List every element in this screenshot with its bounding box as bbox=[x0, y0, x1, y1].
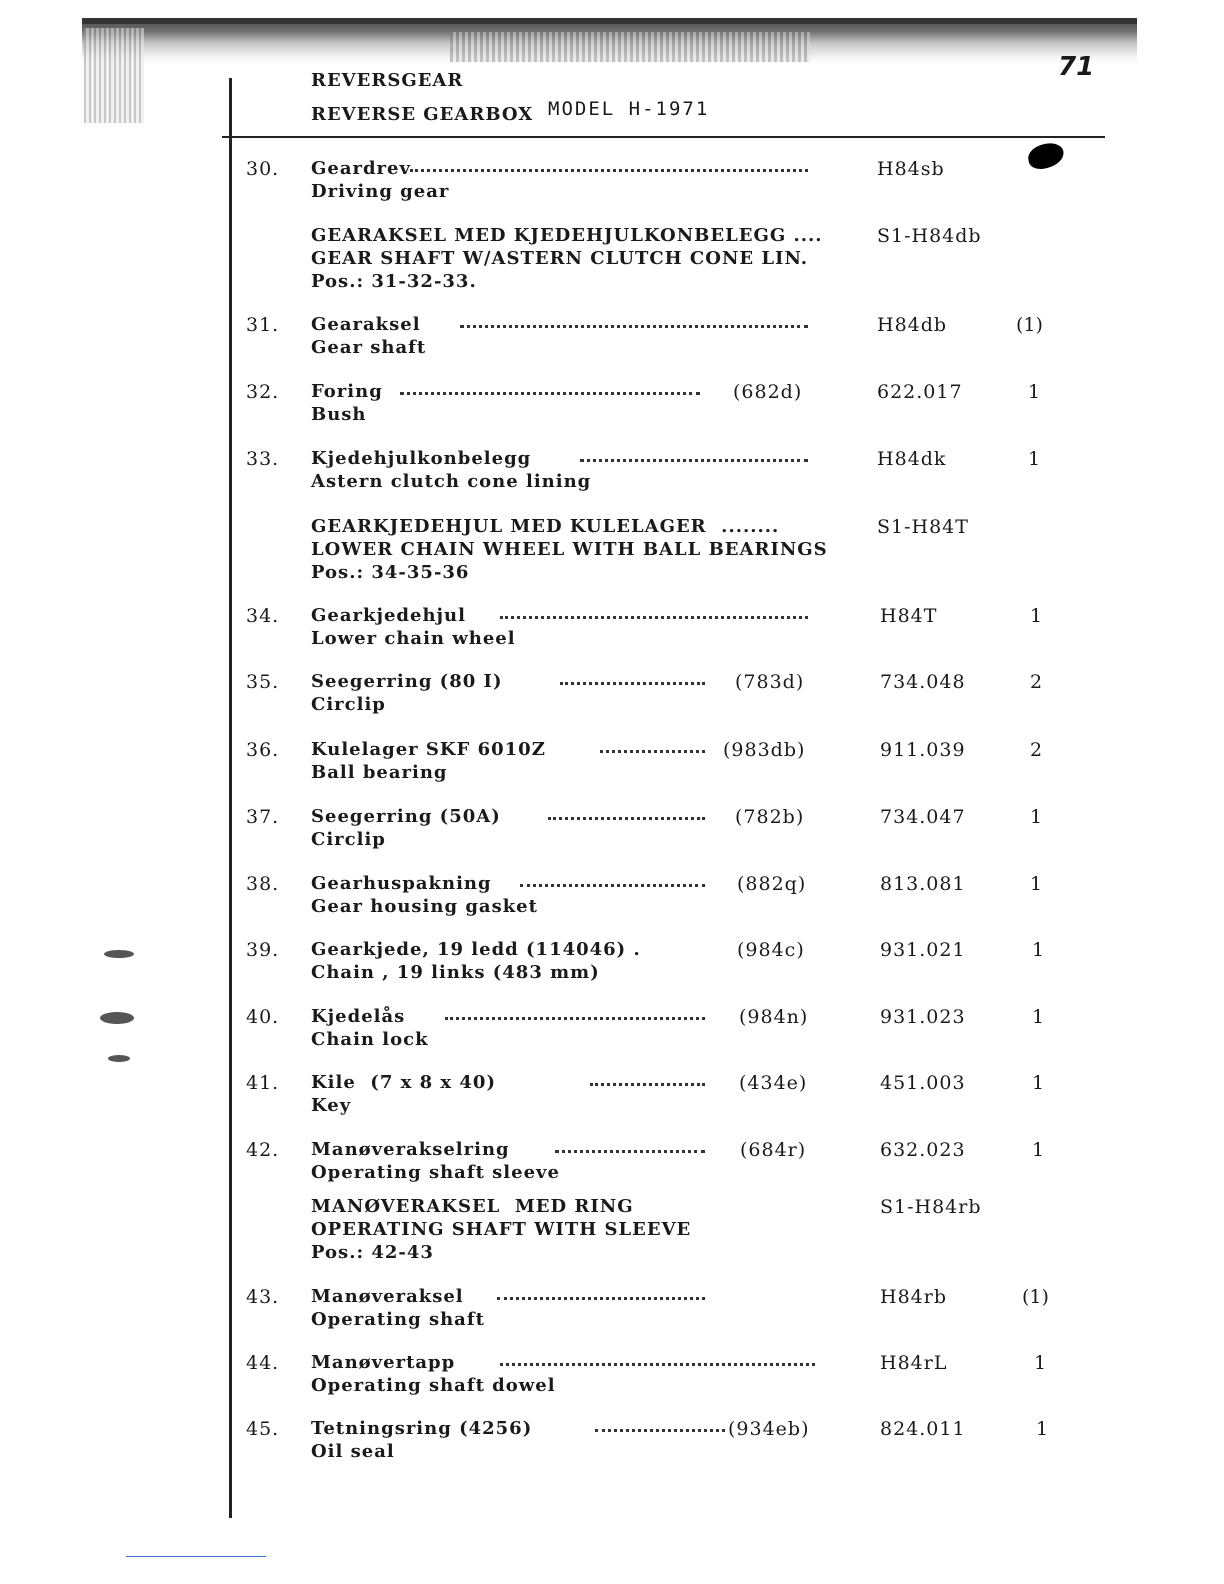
position-number: 38. bbox=[246, 873, 280, 895]
position-number: 43. bbox=[246, 1286, 280, 1308]
reference-code: (882q) bbox=[737, 873, 807, 895]
description-en: Ball bearing bbox=[311, 762, 448, 783]
part-number: 931.021 bbox=[880, 939, 966, 961]
part-number: 451.003 bbox=[880, 1072, 966, 1094]
description-no: Kile (7 x 8 x 40) bbox=[311, 1072, 496, 1093]
description-no: Foring bbox=[311, 381, 383, 402]
description-no: Manøverakselring bbox=[311, 1139, 510, 1160]
part-number: 622.017 bbox=[877, 381, 963, 403]
part-number: H84sb bbox=[877, 158, 945, 180]
position-number: 34. bbox=[246, 605, 280, 627]
position-number: 39. bbox=[246, 939, 280, 961]
quantity: 1 bbox=[1028, 381, 1041, 403]
leader-dots bbox=[497, 1297, 705, 1300]
description-no: Manøveraksel bbox=[311, 1286, 464, 1307]
leader-dots bbox=[555, 1150, 705, 1153]
part-number: S1-H84rb bbox=[880, 1196, 982, 1218]
reference-code: (783d) bbox=[735, 671, 805, 693]
header-rule bbox=[222, 136, 1105, 138]
part-number: 931.023 bbox=[880, 1006, 966, 1028]
description-en: Astern clutch cone lining bbox=[311, 471, 592, 492]
reference-code: (684r) bbox=[740, 1139, 807, 1161]
position-number: 44. bbox=[246, 1352, 280, 1374]
part-number: S1-H84T bbox=[877, 516, 969, 538]
leader-dots bbox=[600, 750, 705, 753]
quantity: 1 bbox=[1028, 448, 1041, 470]
part-number: 734.047 bbox=[880, 806, 966, 828]
description-no: Geardrev bbox=[311, 158, 411, 179]
quantity: 1 bbox=[1030, 605, 1043, 627]
leader-dots bbox=[520, 884, 705, 887]
description-en: Bush bbox=[311, 404, 367, 425]
description-no: GEARAKSEL MED KJEDEHJULKONBELEGG .... bbox=[311, 225, 823, 246]
position-refs: Pos.: 34-35-36 bbox=[311, 562, 470, 583]
reference-code: (682d) bbox=[733, 381, 803, 403]
part-number: 911.039 bbox=[880, 739, 966, 761]
description-en: Operating shaft sleeve bbox=[311, 1162, 560, 1183]
reference-code: (934eb) bbox=[728, 1418, 810, 1440]
description-en: Oil seal bbox=[311, 1441, 395, 1462]
position-number: 41. bbox=[246, 1072, 280, 1094]
scan-smudge bbox=[84, 28, 144, 123]
part-number: 632.023 bbox=[880, 1139, 966, 1161]
description-en: LOWER CHAIN WHEEL WITH BALL BEARINGS bbox=[311, 539, 828, 560]
part-number: S1-H84db bbox=[877, 225, 982, 247]
position-number: 35. bbox=[246, 671, 280, 693]
description-no: Gearkjedehjul bbox=[311, 605, 466, 626]
position-number: 33. bbox=[246, 448, 280, 470]
description-en: Operating shaft bbox=[311, 1309, 485, 1330]
section-title-no: REVERSGEAR bbox=[311, 70, 464, 91]
margin-rule bbox=[229, 78, 232, 1518]
leader-dots bbox=[460, 325, 808, 328]
description-no: Gearaksel bbox=[311, 314, 421, 335]
quantity: (1) bbox=[1016, 314, 1043, 336]
description-no: Gearhuspakning bbox=[311, 873, 492, 894]
quantity: 1 bbox=[1032, 1139, 1045, 1161]
description-no: MANØVERAKSEL MED RING bbox=[311, 1196, 634, 1217]
description-en: Gear housing gasket bbox=[311, 896, 538, 917]
description-no: Tetningsring (4256) bbox=[311, 1418, 533, 1439]
position-number: 40. bbox=[246, 1006, 280, 1028]
quantity: 1 bbox=[1032, 1072, 1045, 1094]
quantity: 1 bbox=[1030, 873, 1043, 895]
page-number: 71 bbox=[1058, 52, 1095, 82]
position-refs: Pos.: 42-43 bbox=[311, 1242, 434, 1263]
quantity: 1 bbox=[1034, 1352, 1047, 1374]
quantity: 2 bbox=[1030, 739, 1043, 761]
footer-line bbox=[126, 1556, 266, 1557]
description-en: Driving gear bbox=[311, 181, 450, 202]
description-no: Seegerring (80 I) bbox=[311, 671, 503, 692]
reference-code: (434e) bbox=[739, 1072, 808, 1094]
part-number: 734.048 bbox=[880, 671, 966, 693]
description-no: Gearkjede, 19 ledd (114046) . bbox=[311, 939, 641, 960]
position-number: 32. bbox=[246, 381, 280, 403]
reference-code: (984c) bbox=[737, 939, 805, 961]
position-refs: Pos.: 31-32-33. bbox=[311, 271, 477, 292]
leader-dots bbox=[595, 1429, 725, 1432]
reference-code: (983db) bbox=[723, 739, 806, 761]
leader-dots bbox=[400, 392, 700, 395]
scan-speck bbox=[108, 1055, 130, 1062]
leader-dots bbox=[500, 1363, 815, 1366]
reference-code: (782b) bbox=[735, 806, 805, 828]
scan-speck bbox=[104, 950, 134, 958]
leader-dots bbox=[580, 459, 808, 462]
description-en: Gear shaft bbox=[311, 337, 427, 358]
model-label: MODEL H-1971 bbox=[548, 98, 710, 120]
description-no: Kjedelås bbox=[311, 1006, 406, 1027]
description-en: Chain lock bbox=[311, 1029, 429, 1050]
ink-blot bbox=[1026, 141, 1066, 172]
description-en: OPERATING SHAFT WITH SLEEVE bbox=[311, 1219, 692, 1240]
scan-speck bbox=[100, 1012, 134, 1024]
part-number: H84dk bbox=[877, 448, 947, 470]
part-number: 813.081 bbox=[880, 873, 966, 895]
position-number: 36. bbox=[246, 739, 280, 761]
section-title-en: REVERSE GEARBOX bbox=[311, 104, 534, 125]
position-number: 31. bbox=[246, 314, 280, 336]
description-en: Circlip bbox=[311, 694, 386, 715]
description-en: Lower chain wheel bbox=[311, 628, 516, 649]
reference-code: (984n) bbox=[739, 1006, 809, 1028]
description-en: Chain , 19 links (483 mm) bbox=[311, 962, 600, 983]
quantity: 1 bbox=[1030, 806, 1043, 828]
quantity: 1 bbox=[1032, 939, 1045, 961]
position-number: 45. bbox=[246, 1418, 280, 1440]
description-no: Kulelager SKF 6010Z bbox=[311, 739, 546, 760]
description-no: Kjedehjulkonbelegg bbox=[311, 448, 532, 469]
quantity: 1 bbox=[1032, 1006, 1045, 1028]
quantity: 2 bbox=[1030, 671, 1043, 693]
quantity: (1) bbox=[1022, 1286, 1049, 1308]
part-number: H84db bbox=[877, 314, 948, 336]
position-number: 30. bbox=[246, 158, 280, 180]
leader-dots bbox=[590, 1083, 705, 1086]
position-number: 37. bbox=[246, 806, 280, 828]
description-no: Seegerring (50A) bbox=[311, 806, 501, 827]
leader-dots bbox=[500, 616, 808, 619]
leader-dots bbox=[410, 169, 808, 172]
description-no: Manøvertapp bbox=[311, 1352, 456, 1373]
description-en: Key bbox=[311, 1095, 352, 1116]
description-no: GEARKJEDEHJUL MED KULELAGER ........ bbox=[311, 516, 780, 537]
position-number: 42. bbox=[246, 1139, 280, 1161]
part-number: 824.011 bbox=[880, 1418, 966, 1440]
part-number: H84rL bbox=[880, 1352, 948, 1374]
description-en: Circlip bbox=[311, 829, 386, 850]
description-en: Operating shaft dowel bbox=[311, 1375, 556, 1396]
leader-dots bbox=[548, 817, 705, 820]
scan-smudge bbox=[450, 32, 810, 62]
quantity: 1 bbox=[1036, 1418, 1049, 1440]
part-number: H84T bbox=[880, 605, 938, 627]
leader-dots bbox=[445, 1017, 705, 1020]
description-en: GEAR SHAFT W/ASTERN CLUTCH CONE LIN. bbox=[311, 248, 809, 269]
part-number: H84rb bbox=[880, 1286, 947, 1308]
leader-dots bbox=[560, 682, 705, 685]
